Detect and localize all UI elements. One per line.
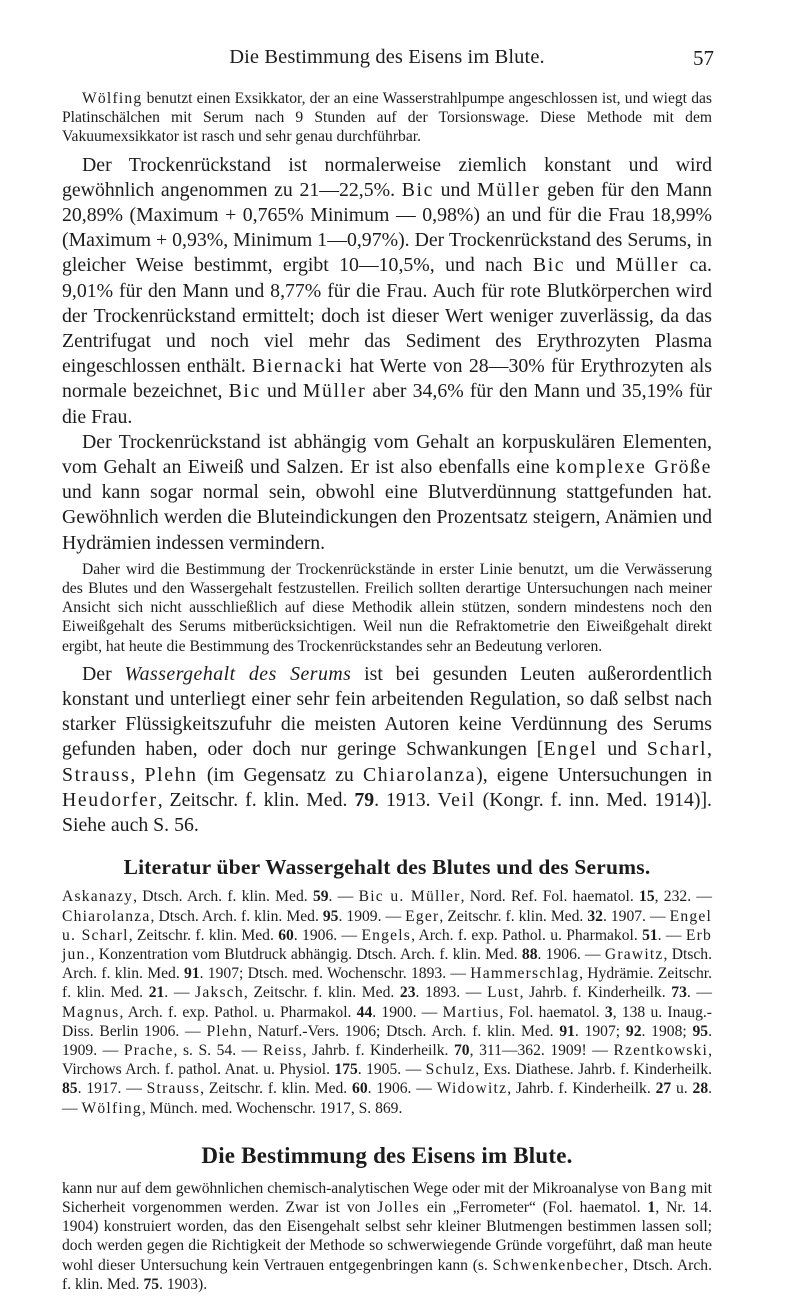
paragraph-dilution-note: Daher wird die Bestimmung der Trockenrückstände in erster Linie benutzt, um die Verwässerung des Blutes und den Wassergehalt festzustellen. Freilich sollten derartige Untersuchungen nach meiner Ansicht sich nicht ausschließlich auf diese Methodik allein stützen, sondern mindestens noch den Eiweißgehalt des Serums mitberücksichtigen. Weil nun die Refraktometrie den Eiweißgehalt direkt ergibt, hat heute die Bestimmung des Trockenrückstandes sehr an Bedeutung verloren.: [62, 560, 712, 655]
paragraph-woelfing-method: Wölfing benutzt einen Exsikkator, der an eine Wasserstrahlpumpe angeschlossen ist, und wiegt das Platinschälchen mit Serum nach 9 Stunden auf der Torsionswage. Diese Methode mit dem Vakuumexsikkator ist rasch und sehr genau durchführbar.: [62, 90, 712, 146]
page-header: [62, 44, 712, 78]
page-body: [62, 89, 712, 1294]
paragraph-iron-determination: kann nur auf dem gewöhnlichen chemisch-analytischen Wege oder mit der Mikroanalyse von Bang mit Sicherheit vorgenommen werden. Zwar ist von Jolles ein „Ferrometer“ (Fol. haematol. 1, Nr. 14. 1904) konstruiert worden, das den Eisengehalt selbst sehr kleiner Blutmengen bestimmen lassen soll; doch werden gegen die Richtigkeit der Methode so schwerwiegende Gründe vorgeführt, daß man heute wohl dieser Untersuchung kein Vertrauen entgegenbringen kann (s. Schwenkenbecher, Dtsch. Arch. f. klin. Med. 75. 1903).: [62, 1179, 713, 1293]
literature-heading: Literatur über Wassergehalt des Blutes und des Serums.: [123, 855, 651, 880]
paragraph-dry-residue: Der Trockenrückstand ist normalerweise ziemlich konstant und wird gewöhnlich angenommen zu 21—22,5%. Bic und Müller geben für den Mann 20,89% (Maximum + 0,765% Minimum — 0,98%) an und für die Frau 18,99% (Maximum + 0,93%, Minimum 1—0,97%). Der Trockenrückstand des Serums, in gleicher Weise bestimmt, ergibt 10—10,5%, und nach Bic und Müller ca. 9,01% für den Mann und 8,77% für die Frau. Auch für rote Blutkörperchen wird der Trockenrückstand ermittelt; doch ist dieser Wert weniger zuverlässig, da das Zentrifugat und noch viel mehr das Sediment des Erythrozyten Plasma eingeschlossen enthält. Biernacki hat Werte von 28—30% für Erythrozyten als normale bezeichnet, Bic und Müller aber 34,6% für den Mann und 35,19% für die Frau.: [62, 153, 713, 428]
iron-heading: Die Bestimmung des Eisens im Blute.: [201, 1142, 573, 1168]
literature-list: Askanazy, Dtsch. Arch. f. klin. Med. 59. — Bic u. Müller, Nord. Ref. Fol. haematol. 15, 232. — Chiarolanza, Dtsch. Arch. f. klin. Med. 95. 1909. — Eger, Zeitschr. f. klin. Med. 32. 1907. — Engel u. Scharl, Zeitschr. f. klin. Med. 60. 1906. — Engels, Arch. f. exp. Pathol. u. Pharmakol. 51. — Erb jun., Konzentration vom Blutdruck abhängig. Dtsch. Arch. f. klin. Med. 88. 1906. — Grawitz, Dtsch. Arch. f. klin. Med. 91. 1907; Dtsch. med. Wochenschr. 1893. — Hammerschlag, Hydrämie. Zeitschr. f. klin. Med. 21. — Jaksch, Zeitschr. f. klin. Med. 23. 1893. — Lust, Jahrb. f. Kinderheilk. 73. — Magnus, Arch. f. exp. Pathol. u. Pharmakol. 44. 1900. — Martius, Fol. haematol. 3, 138 u. Inaug.-Diss. Berlin 1906. — Plehn, Naturf.-Vers. 1906; Dtsch. Arch. f. klin. Med. 91. 1907; 92. 1908; 95. 1909. — Prache, s. S. 54. — Reiss, Jahrb. f. Kinderheilk. 70, 311—362. 1909! — Rzentkowski, Virchows Arch. f. pathol. Anat. u. Physiol. 175. 1905. — Schulz, Exs. Diathese. Jahrb. f. Kinderheilk. 85. 1917. — Strauss, Zeitschr. f. klin. Med. 60. 1906. — Widowitz, Jahrb. f. Kinderheilk. 27 u. 28. — Wölfing, Münch. med. Wochenschr. 1917, S. 869.: [62, 888, 713, 1117]
page-number: 57: [693, 46, 714, 70]
paragraph-dry-residue-dependency: Der Trockenrückstand ist abhängig vom Gehalt an korpuskulären Elementen, vom Gehalt an Eiweiß und Salzen. Er ist also ebenfalls eine komplexe Größe und kann sogar normal sein, obwohl eine Blutverdünnung stattgefunden hat. Gewöhnlich werden die Bluteindickungen den Prozentsatz steigern, Anämien und Hydrämien indessen vermindern.: [62, 430, 712, 554]
running-title: Die Bestimmung des Eisens im Blute.: [229, 46, 545, 68]
paragraph-water-content: Der Wassergehalt des Serums ist bei gesunden Leuten außerordentlich konstant und unterliegt einer sehr fein arbeitenden Regulation, so daß selbst nach starker Flüssigkeitszufuhr die meisten Autoren keine Verdünnung des Serums gefunden haben, oder doch nur geringe Schwankungen [Engel und Scharl, Strauss, Plehn (im Gegensatz zu Chiarolanza), eigene Untersuchungen in Heudorfer, Zeitschr. f. klin. Med. 79. 1913. Veil (Kongr. f. inn. Med. 1914)]. Siehe auch S. 56.: [62, 662, 713, 837]
